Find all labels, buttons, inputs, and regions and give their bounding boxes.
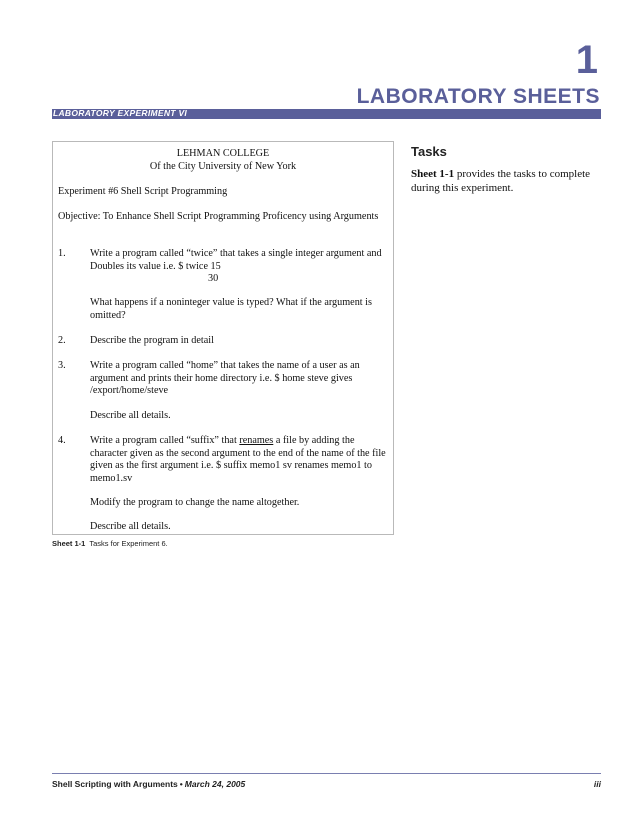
task-followup: Describe all details. (90, 521, 171, 532)
tasks-heading: Tasks (411, 144, 447, 159)
task-item-1 (58, 248, 387, 273)
objective-text: Objective: To Enhance Shell Script Programming Proficency using Arguments (58, 211, 379, 222)
task-item-3 (58, 360, 387, 398)
sheet-caption (52, 539, 168, 548)
task-text-part: a file by adding the character given as the second argument to the end of the name of the file given as the first argument i.e. $ suffix memo1 sv renames memo1 to memo1.sv (90, 435, 386, 484)
task-number: 1. (58, 248, 66, 259)
section-bar (52, 109, 601, 119)
chapter-title: LABORATORY SHEETS (356, 85, 600, 108)
task-text-underlined: renames (239, 435, 274, 446)
section-bar-label: LABORATORY EXPERIMENT VI (53, 108, 188, 118)
task-output-value: 30 (208, 273, 219, 284)
task-item-4 (58, 435, 387, 485)
tasks-body (411, 168, 606, 195)
caption-label: Sheet 1-1 (52, 539, 86, 548)
footer-title (52, 779, 245, 789)
university-name: Of the City University of New York (149, 161, 297, 172)
college-name: LEHMAN COLLEGE (176, 148, 270, 159)
task-followup: Describe all details. (90, 410, 171, 421)
task-followup: Modify the program to change the name altogether. (90, 497, 300, 508)
tasks-body-text: provides the tasks to complete during this experiment. (411, 168, 591, 194)
footer-separator: • (179, 779, 183, 789)
chapter-number: 1 (575, 38, 598, 82)
task-text-part: Write a program called “suffix” that (90, 435, 240, 446)
caption-text: Tasks for Experiment 6. (89, 539, 168, 548)
task-text: Describe the program in detail (90, 335, 214, 346)
lab-sheet-box (52, 141, 394, 535)
task-number: 4. (58, 435, 66, 446)
task-followup: What happens if a noninteger value is typed? What if the argument is omitted? (90, 297, 372, 321)
experiment-title: Experiment #6 Shell Script Programming (58, 186, 228, 197)
task-number: 3. (58, 360, 66, 371)
task-number: 2. (58, 335, 66, 346)
page-number: iii (593, 779, 601, 789)
task-text: Write a program called “home” that takes the name of a user as an argument and prints their home directory i.e. $ home steve gives /export/home/steve (90, 360, 360, 397)
tasks-sheet-ref: Sheet 1-1 (411, 168, 455, 180)
footer-doc-title: Shell Scripting with Arguments (52, 779, 178, 789)
footer-date: March 24, 2005 (184, 779, 246, 789)
footer-rule (52, 773, 601, 774)
task-text (90, 435, 387, 485)
task-item-2 (58, 335, 387, 348)
task-text: Write a program called “twice” that takes a single integer argument and Doubles its value i.e. $ twice 15 (90, 248, 382, 272)
